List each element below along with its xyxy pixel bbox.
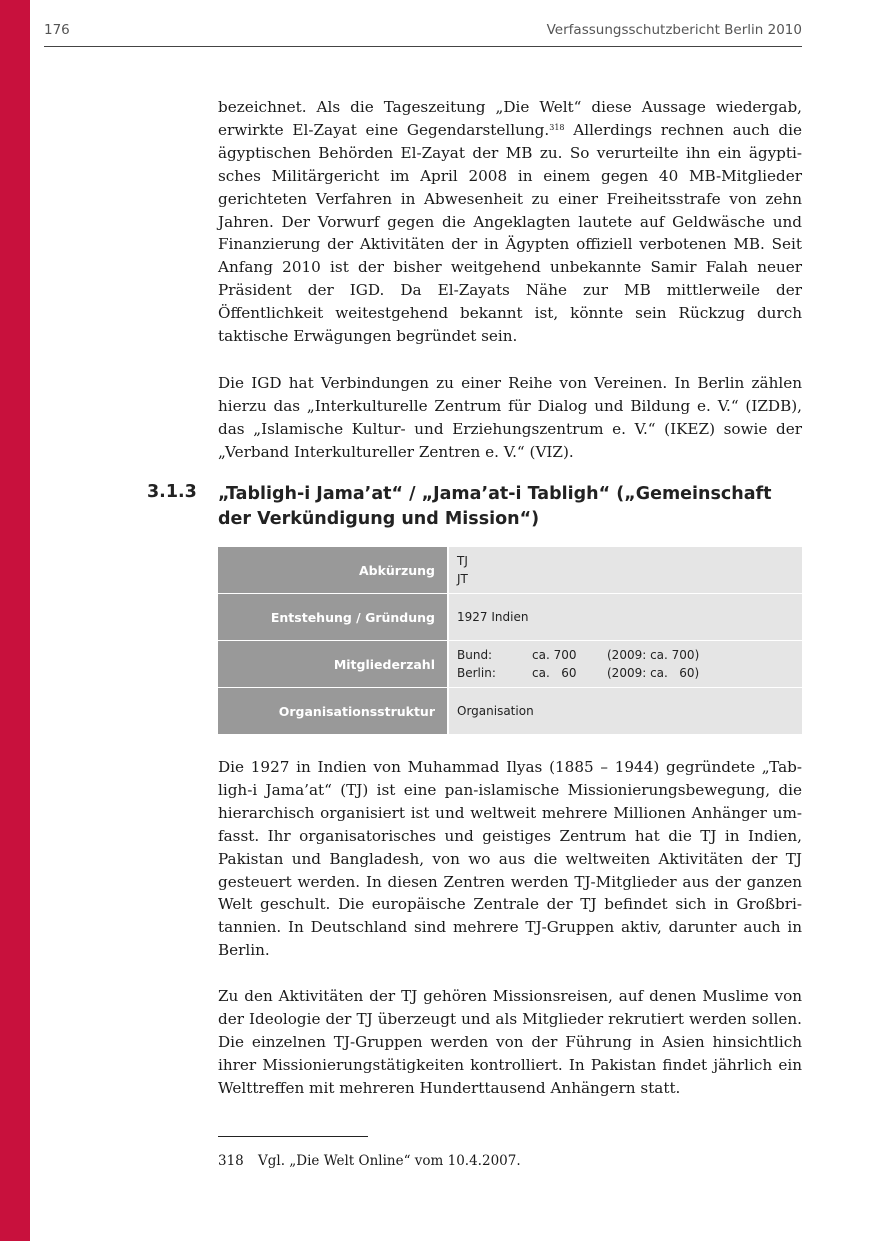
header-rule — [44, 46, 802, 47]
page-edge-bar — [0, 0, 30, 1241]
footnote-text: Vgl. „Die Welt Online“ vom 10.4.2007. — [258, 1153, 521, 1169]
members-scope: Bund: — [457, 648, 493, 662]
info-table — [218, 547, 802, 734]
info-value-entstehung: 1927 Indien — [449, 594, 802, 640]
footnote-reference: 318 — [549, 122, 565, 132]
members-count: ca. 700 — [532, 648, 577, 662]
members-row-bund — [457, 646, 802, 664]
paragraph-1 — [218, 96, 802, 348]
footnote-rule — [218, 1136, 368, 1137]
members-prev-year: (2009: ca. 700) — [607, 648, 700, 662]
section-number: 3.1.3 — [147, 482, 197, 502]
info-row-abkuerzung — [218, 547, 802, 593]
paragraph-4: Zu den Aktivitäten der TJ gehören Missionsreisen, auf denen Muslime von der Ideologie der TJ überzeugt und als Mitglieder rekrutiert werden sollen. Die einzelnen TJ-Gruppen werden von der Führung in Asien hinsichtlich ihrer Missionierungstätigkeiten kontrolliert. In Pakistan findet jährlich ein Welttreffen mit mehreren Hunderttausend Anhängern statt. — [218, 987, 802, 1097]
info-value-mitglieder — [449, 641, 802, 687]
members-scope: Berlin: — [457, 666, 496, 680]
members-prev-year: (2009: ca. 60) — [607, 666, 700, 680]
paragraph-2: Die IGD hat Verbindungen zu einer Reihe von Vereinen. In Berlin zählen hierzu das „Interkulturelle Zentrum für Dialog und Bildung e. V.“ (IZDB), das „Islamische Kultur- und Erziehungszentrum e. V.“ (IKEZ) sowie der „Verband Interkultureller Zentren e. V.“ (VIZ). — [218, 374, 802, 461]
info-value-organisation: Organisation — [449, 688, 802, 734]
info-label-mitglieder: Mitgliederzahl — [218, 641, 447, 687]
members-row-berlin — [457, 664, 802, 682]
running-title: Verfassungsschutzbericht Berlin 2010 — [546, 22, 802, 38]
info-value-abkuerzung — [449, 547, 802, 593]
paragraph-1-text-a: bezeichnet. Als die Tageszeitung „Die Welt“ diese Aussage wiedergab, erwirkte El-Zayat eine Gegendarstellung. — [218, 98, 802, 139]
info-row-mitglieder — [218, 641, 802, 687]
running-header — [44, 22, 802, 38]
abbreviation-2: JT — [457, 572, 468, 586]
page-number: 176 — [44, 22, 70, 38]
footnote-number: 318 — [218, 1153, 244, 1169]
info-label-organisation: Organisationsstruktur — [218, 688, 447, 734]
section-title: „Tabligh-i Jama’at“ / „Jama’at-i Tabligh“ („Gemeinschaft der Verkündigung und Mission“) — [218, 484, 772, 529]
info-row-organisation — [218, 688, 802, 734]
info-label-abkuerzung: Abkürzung — [218, 547, 447, 593]
footnote — [218, 1153, 521, 1169]
paragraph-3: Die 1927 in Indien von Muhammad Ilyas (1885 – 1944) gegründete „Tabligh-i Jama’at“ (TJ) ist eine pan-islamische Missionierungsbewegung, die hierarchisch organisiert ist und weltweit mehrere Millionen Anhänger umfasst. Ihr organisatorisches und geistiges Zentrum hat die TJ in Indien, Pakistan und Bangladesh, von wo aus die weltweiten Aktivitäten der TJ gesteuert werden. In diesen Zentren werden TJ-Mitglieder aus der ganzen Welt geschult. Die europäische Zentrale der TJ befindet sich in Großbritannien. In Deutschland sind mehrere TJ-Gruppen aktiv, darunter auch in Berlin. — [218, 758, 802, 960]
info-row-entstehung — [218, 594, 802, 640]
members-count: ca. 60 — [532, 666, 577, 680]
info-label-entstehung: Entstehung / Gründung — [218, 594, 447, 640]
paragraph-1-text-b: Allerdings rechnen auch die ägyptischen Behörden El-Zayat der MB zu. So verurteilte ihn ein ägyptisches Militärgericht im April 2008 in einem gegen 40 MB-Mitglieder gerichteten Verfahren in Abwesenheit zu einer Freiheitsstrafe von zehn Jahren. Der Vorwurf gegen die Angeklagten lautete auf Geldwäsche und Finanzierung der Aktivitäten der in Ägypten offiziell verbotenen MB. Seit Anfang 2010 ist der bisher weitgehend unbekannte Samir Falah neuer Präsident der IGD. Da El-Zayats Nähe zur MB mittlerweile der Öffentlichkeit weitestgehend bekannt ist, könnte sein Rückzug durch taktische Erwägungen begründet sein. — [218, 120, 802, 346]
abbreviation-1: TJ — [457, 554, 468, 568]
